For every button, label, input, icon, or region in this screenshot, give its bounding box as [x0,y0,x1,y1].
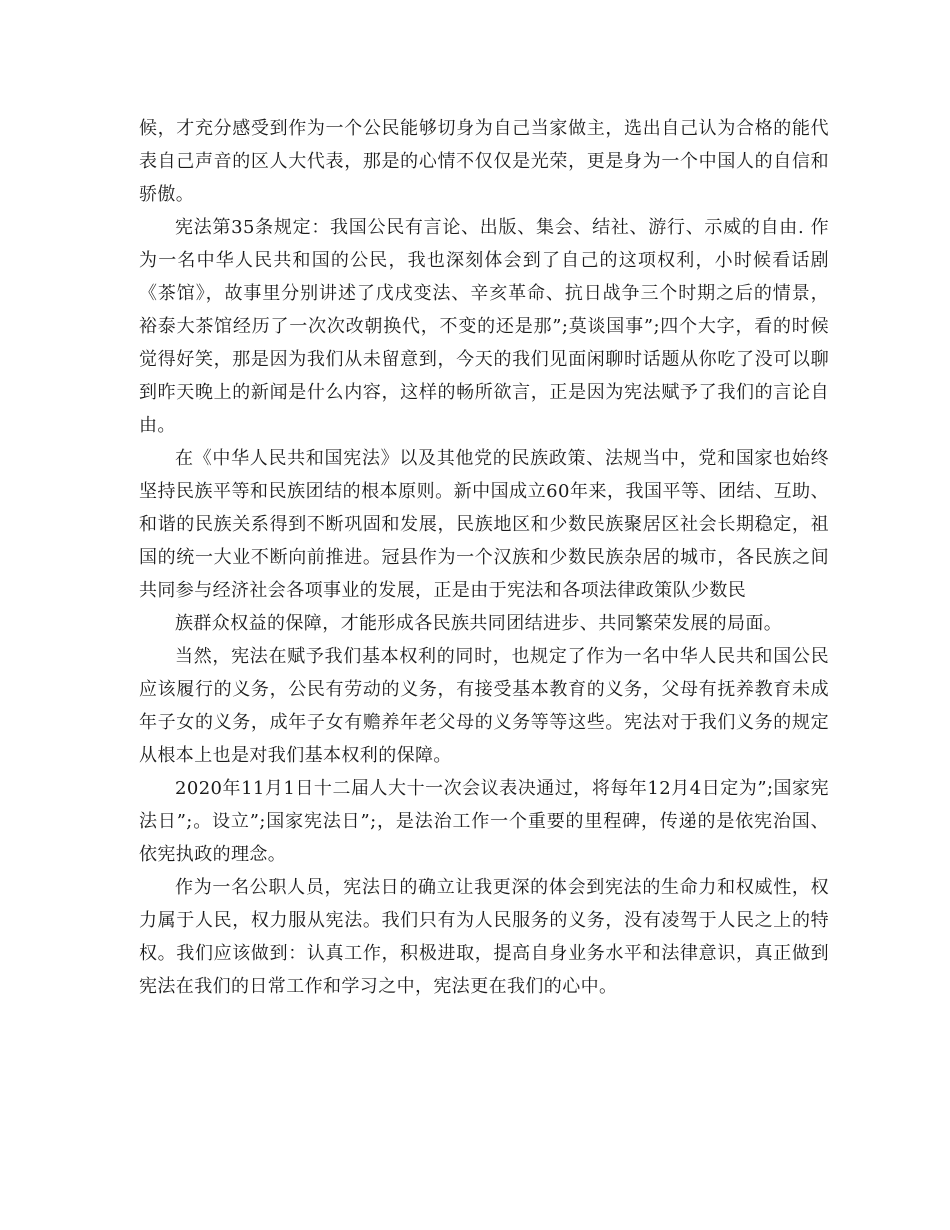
document-body [139,112,829,1003]
paragraph-ethnic-unity: 在《中华人民共和国宪法》以及其他党的民族政策、法规当中，党和国家也始终坚持民族平等和民族团结的根本原则。新中国成立60年来，我国平等、团结、互助、和谐的民族关系得到不断巩固和发展，民族地区和少数民族聚居区社会长期稳定，祖国的统一大业不断向前推进。冠县作为一个汉族和少数民族杂居的城市，各民族之间共同参与经济社会各项事业的发展，正是由于宪法和各项法律政策队少数民 [139,448,829,601]
paragraph-duties: 当然，宪法在赋予我们基本权利的同时，也规定了作为一名中华人民共和国公民应该履行的义务，公民有劳动的义务，有接受基本教育的义务，父母有抚养教育未成年子女的义务，成年子女有赡养年老父母的义务等等这些。宪法对于我们义务的规定从根本上也是对我们基本权利的保障。 [139,646,829,766]
paragraph-continuation: 候，才充分感受到作为一个公民能够切身为自己当家做主，选出自己认为合格的能代表自己声音的区人大代表，那是的心情不仅仅是光荣，更是身为一个中国人的自信和骄傲。 [139,118,829,205]
paragraph-civil-servant: 作为一名公职人员，宪法日的确立让我更深的体会到宪法的生命力和权威性，权力属于人民，权力服从宪法。我们只有为人民服务的义务，没有凌驾于人民之上的特权。我们应该做到：认真工作，积极进取，提高自身业务水平和法律意识，真正做到宪法在我们的日常工作和学习之中，宪法更在我们的心中。 [139,877,829,997]
paragraph-article-35: 宪法第35条规定：我国公民有言论、出版、集会、结社、游行、示威的自由. 作为一名中华人民共和国的公民，我也深刻体会到了自己的这项权利，小时候看话剧 《茶馆》，故事里分别讲述了戊戌变法、辛亥革命、抗日战争三个时期之后的情景，裕泰大茶馆经历了一次次改朝换代，不变的还是那”;莫谈国事”;四个大字，看的时候觉得好笑，那是因为我们从未留意到，今天的我们见面闲聊时话题从你吃了没可以聊到昨天晚上的新闻是什么内容，这样的畅所欲言，正是因为宪法赋予了我们的言论自由。 [139,217,829,436]
paragraph-ethnic-unity-continued: 族群众权益的保障，才能形成各民族共同团结进步、共同繁荣发展的局面。 [175,613,783,634]
paragraph-constitution-day: 2020年11月1日十二届人大十一次会议表决通过，将每年12月4日定为”;国家宪法日”;。设立”;国家宪法日”;，是法治工作一个重要的里程碑，传递的是依宪治国、依宪执政的理念。 [139,778,829,865]
